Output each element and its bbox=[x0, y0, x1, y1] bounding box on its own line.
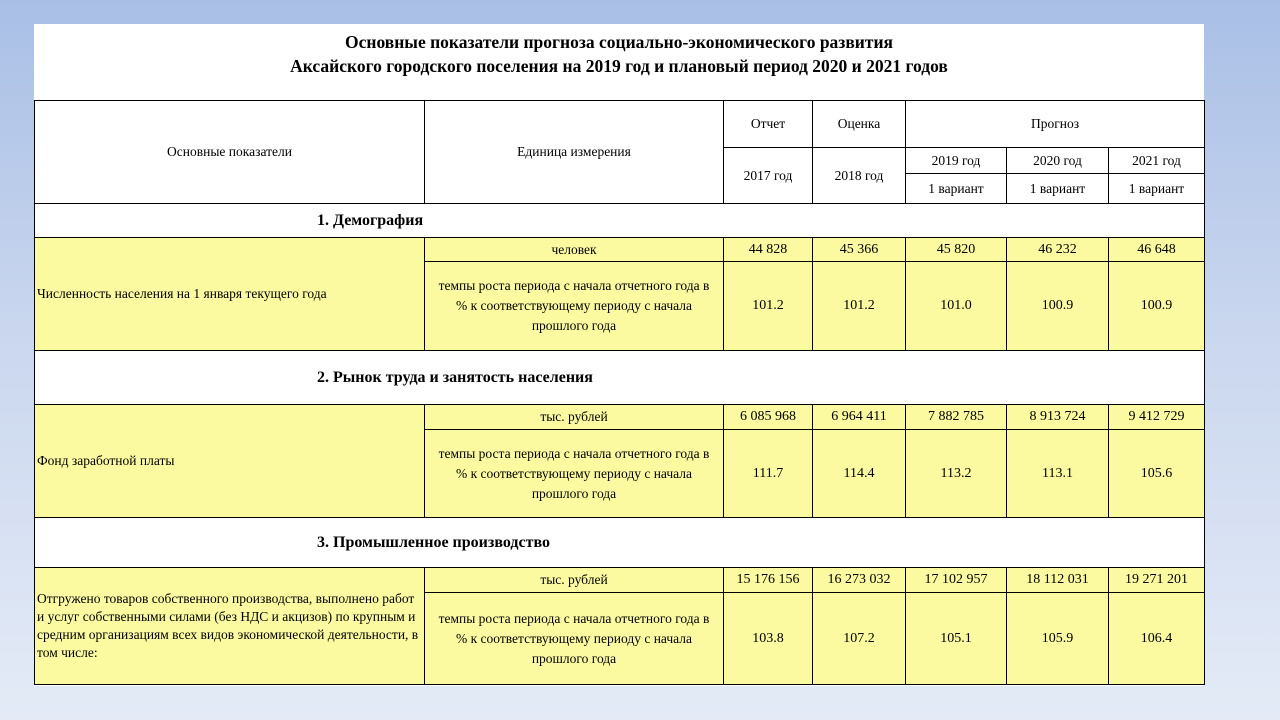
value-cell: 46 648 bbox=[1109, 238, 1205, 262]
table-row bbox=[35, 405, 1205, 430]
indicator-label: Отгружено товаров собственного производства, выполнено работ и услуг собственными силами (без НДС и акцизов) по крупным и средним организациям всех видов экономической деятельности, в том числе: bbox=[35, 568, 425, 685]
header-year-2021: 2021 год bbox=[1109, 148, 1205, 174]
section-heading-row bbox=[35, 351, 1205, 405]
rate-cell: 113.2 bbox=[906, 430, 1007, 518]
rate-cell: 100.9 bbox=[1007, 262, 1109, 351]
table-row bbox=[35, 568, 1205, 593]
page-title bbox=[34, 24, 1204, 100]
rate-cell: 113.1 bbox=[1007, 430, 1109, 518]
rate-cell: 106.4 bbox=[1109, 593, 1205, 685]
header-year-2017: 2017 год bbox=[724, 148, 813, 204]
rate-cell: 107.2 bbox=[813, 593, 906, 685]
section-heading-row bbox=[35, 518, 1205, 568]
value-cell: 19 271 201 bbox=[1109, 568, 1205, 593]
indicator-label: Фонд заработной платы bbox=[35, 405, 425, 518]
rate-cell: 101.2 bbox=[724, 262, 813, 351]
section-heading: 3. Промышленное производство bbox=[35, 518, 1205, 568]
value-cell: 17 102 957 bbox=[906, 568, 1007, 593]
unit-cell: человек bbox=[425, 238, 724, 262]
header-year-2020: 2020 год bbox=[1007, 148, 1109, 174]
rate-cell: 101.0 bbox=[906, 262, 1007, 351]
rate-cell: 105.1 bbox=[906, 593, 1007, 685]
rate-cell: 105.6 bbox=[1109, 430, 1205, 518]
title-line-1: Основные показатели прогноза социально-экономического развития bbox=[344, 32, 894, 52]
rate-description: темпы роста периода с начала отчетного года в % к соответствующему периоду с начала прошлого года bbox=[425, 262, 724, 351]
header-year-2019: 2019 год bbox=[906, 148, 1007, 174]
value-cell: 15 176 156 bbox=[724, 568, 813, 593]
section-heading-row bbox=[35, 204, 1205, 238]
unit-cell: тыс. рублей bbox=[425, 405, 724, 430]
rate-cell: 105.9 bbox=[1007, 593, 1109, 685]
header-forecast: Прогноз bbox=[906, 101, 1205, 148]
forecast-sheet bbox=[34, 24, 1204, 686]
header-year-2018: 2018 год bbox=[813, 148, 906, 204]
header-variant-2021: 1 вариант bbox=[1109, 174, 1205, 204]
section-heading: 2. Рынок труда и занятость населения bbox=[35, 351, 1205, 405]
header-report: Отчет bbox=[724, 101, 813, 148]
rate-cell: 114.4 bbox=[813, 430, 906, 518]
value-cell: 6 085 968 bbox=[724, 405, 813, 430]
header-indicators: Основные показатели bbox=[35, 101, 425, 204]
value-cell: 46 232 bbox=[1007, 238, 1109, 262]
header-estimate: Оценка bbox=[813, 101, 906, 148]
header-unit: Единица измерения bbox=[425, 101, 724, 204]
rate-cell: 103.8 bbox=[724, 593, 813, 685]
indicators-table bbox=[34, 100, 1205, 685]
section-heading: 1. Демография bbox=[35, 204, 1205, 238]
rate-description: темпы роста периода с начала отчетного года в % к соответствующему периоду с начала прошлого года bbox=[425, 430, 724, 518]
value-cell: 7 882 785 bbox=[906, 405, 1007, 430]
value-cell: 16 273 032 bbox=[813, 568, 906, 593]
value-cell: 18 112 031 bbox=[1007, 568, 1109, 593]
value-cell: 45 820 bbox=[906, 238, 1007, 262]
header-row-1 bbox=[35, 101, 1205, 148]
rate-description: темпы роста периода с начала отчетного года в % к соответствующему периоду с начала прошлого года bbox=[425, 593, 724, 685]
table-row bbox=[35, 238, 1205, 262]
rate-cell: 111.7 bbox=[724, 430, 813, 518]
rate-cell: 101.2 bbox=[813, 262, 906, 351]
indicator-label: Численность населения на 1 января текущего года bbox=[35, 238, 425, 351]
title-line-2: Аксайского городского поселения на 2019 год и плановый период 2020 и 2021 годов bbox=[290, 56, 948, 76]
header-variant-2019: 1 вариант bbox=[906, 174, 1007, 204]
value-cell: 6 964 411 bbox=[813, 405, 906, 430]
value-cell: 44 828 bbox=[724, 238, 813, 262]
value-cell: 45 366 bbox=[813, 238, 906, 262]
header-variant-2020: 1 вариант bbox=[1007, 174, 1109, 204]
value-cell: 8 913 724 bbox=[1007, 405, 1109, 430]
rate-cell: 100.9 bbox=[1109, 262, 1205, 351]
value-cell: 9 412 729 bbox=[1109, 405, 1205, 430]
unit-cell: тыс. рублей bbox=[425, 568, 724, 593]
